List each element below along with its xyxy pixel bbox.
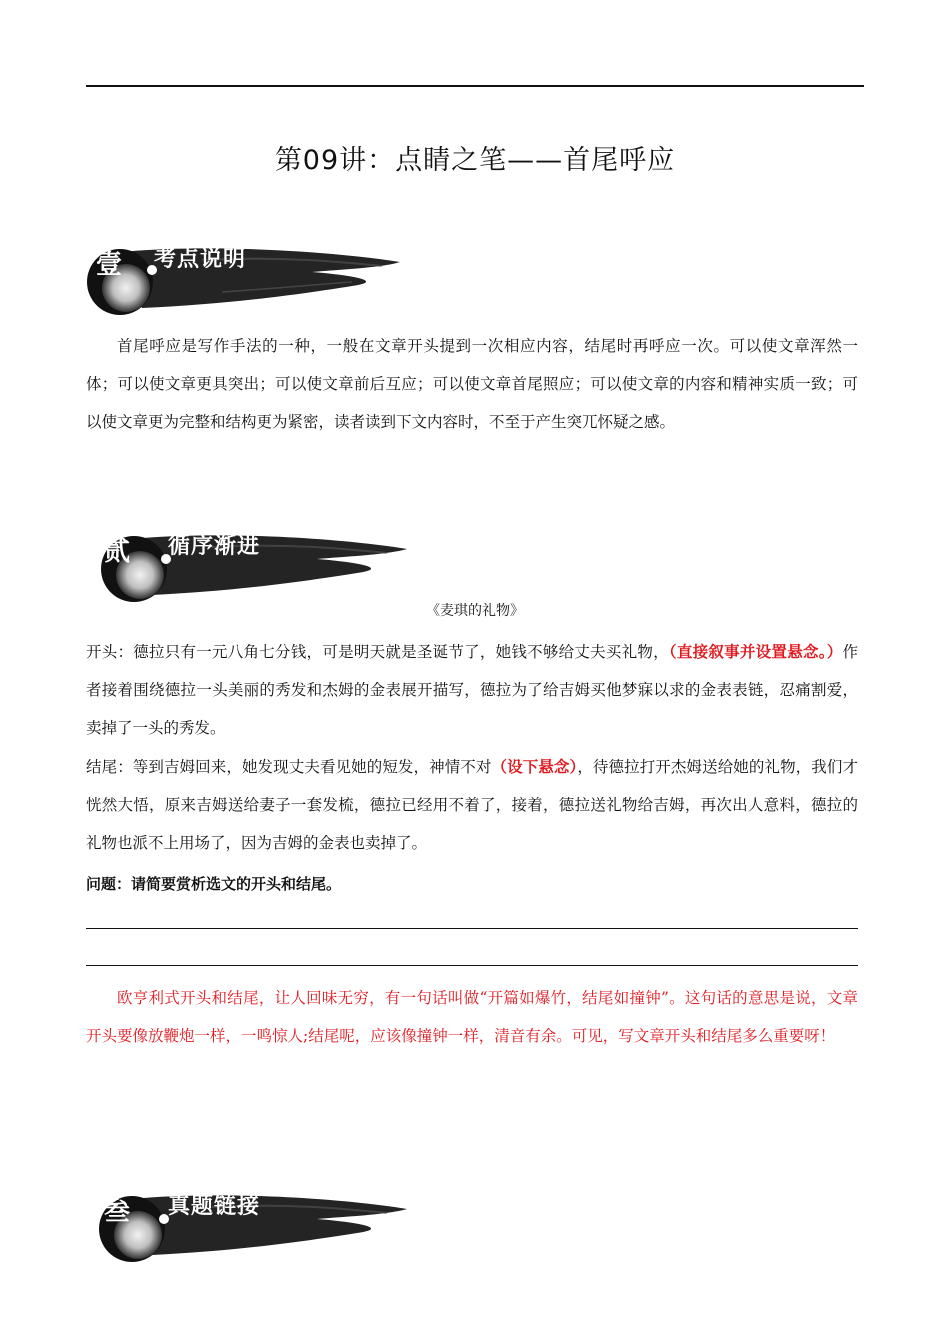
ending-paragraph <box>86 748 858 862</box>
ending-text-1: 结尾：等到吉姆回来，她发现丈夫看见她的短发，神情不对 <box>86 758 492 776</box>
section-badge-1 <box>82 242 412 316</box>
page-title: 第09讲：点睛之笔——首尾呼应 <box>274 145 676 176</box>
section-badge-3 <box>82 1189 412 1263</box>
section-number: 贰 <box>104 537 131 567</box>
ending-text-2: ，待德拉打开杰姆送给她的礼物，我们才恍然大悟，原来吉姆送给妻子一套发梳，德拉已经用不着了，接着，德拉送礼物给吉姆，再次出人意料，德拉的礼物也派不上用场了，因为吉姆的金表也卖掉了。 <box>86 758 858 852</box>
ending-note: （设下悬念） <box>491 757 578 776</box>
opening-note: （直接叙事并设置悬念。） <box>668 642 843 661</box>
section-number: 壹 <box>96 250 123 280</box>
ink-brush-icon <box>82 242 412 316</box>
opening-text-2: 作者接着围绕德拉一头美丽的秀发和杰姆的金表展开描写，德拉为了给吉姆买他梦寐以求的金表表链，忍痛割爱，卖掉了一头的秀发。 <box>86 643 858 737</box>
section-badge-2 <box>82 529 412 603</box>
section-label: 考点说明 <box>154 247 247 272</box>
section-number: 叁 <box>104 1197 131 1227</box>
question: 问题：请简要赏析选文的开头和结尾。 <box>86 875 342 893</box>
opening-text-1: 开头：德拉只有一元八角七分钱，可是明天就是圣诞节了，她钱不够给丈夫买礼物， <box>86 643 669 661</box>
answer-line-2[interactable] <box>86 965 858 966</box>
section-label: 真题链接 <box>168 1194 261 1219</box>
section1-body: 首尾呼应是写作手法的一种，一般在文章开头提到一次相应内容，结尾时再呼应一次。可以使文章浑然一体；可以使文章更具突出；可以使文章前后互应；可以使文章首尾照应；可以使文章的内容和精神实质一致；可以使文章更为完整和结构更为紧密，读者读到下文内容时，不至于产生突兀怀疑之感。 <box>86 337 858 431</box>
answer-paragraph: 欧亨利式开头和结尾，让人回味无穷，有一句话叫做“开篇如爆竹，结尾如撞钟”。这句话的意思是说，文章开头要像放鞭炮一样，一鸣惊人;结尾呢，应该像撞钟一样，清音有余。可见，写文章开头和结尾多么重要呀！ <box>86 989 858 1045</box>
answer-line-1[interactable] <box>86 928 858 929</box>
section-label: 循序渐进 <box>168 534 261 559</box>
story-title: 《麦琪的礼物》 <box>426 603 524 619</box>
opening-paragraph <box>86 633 858 747</box>
header-rule <box>86 85 864 87</box>
